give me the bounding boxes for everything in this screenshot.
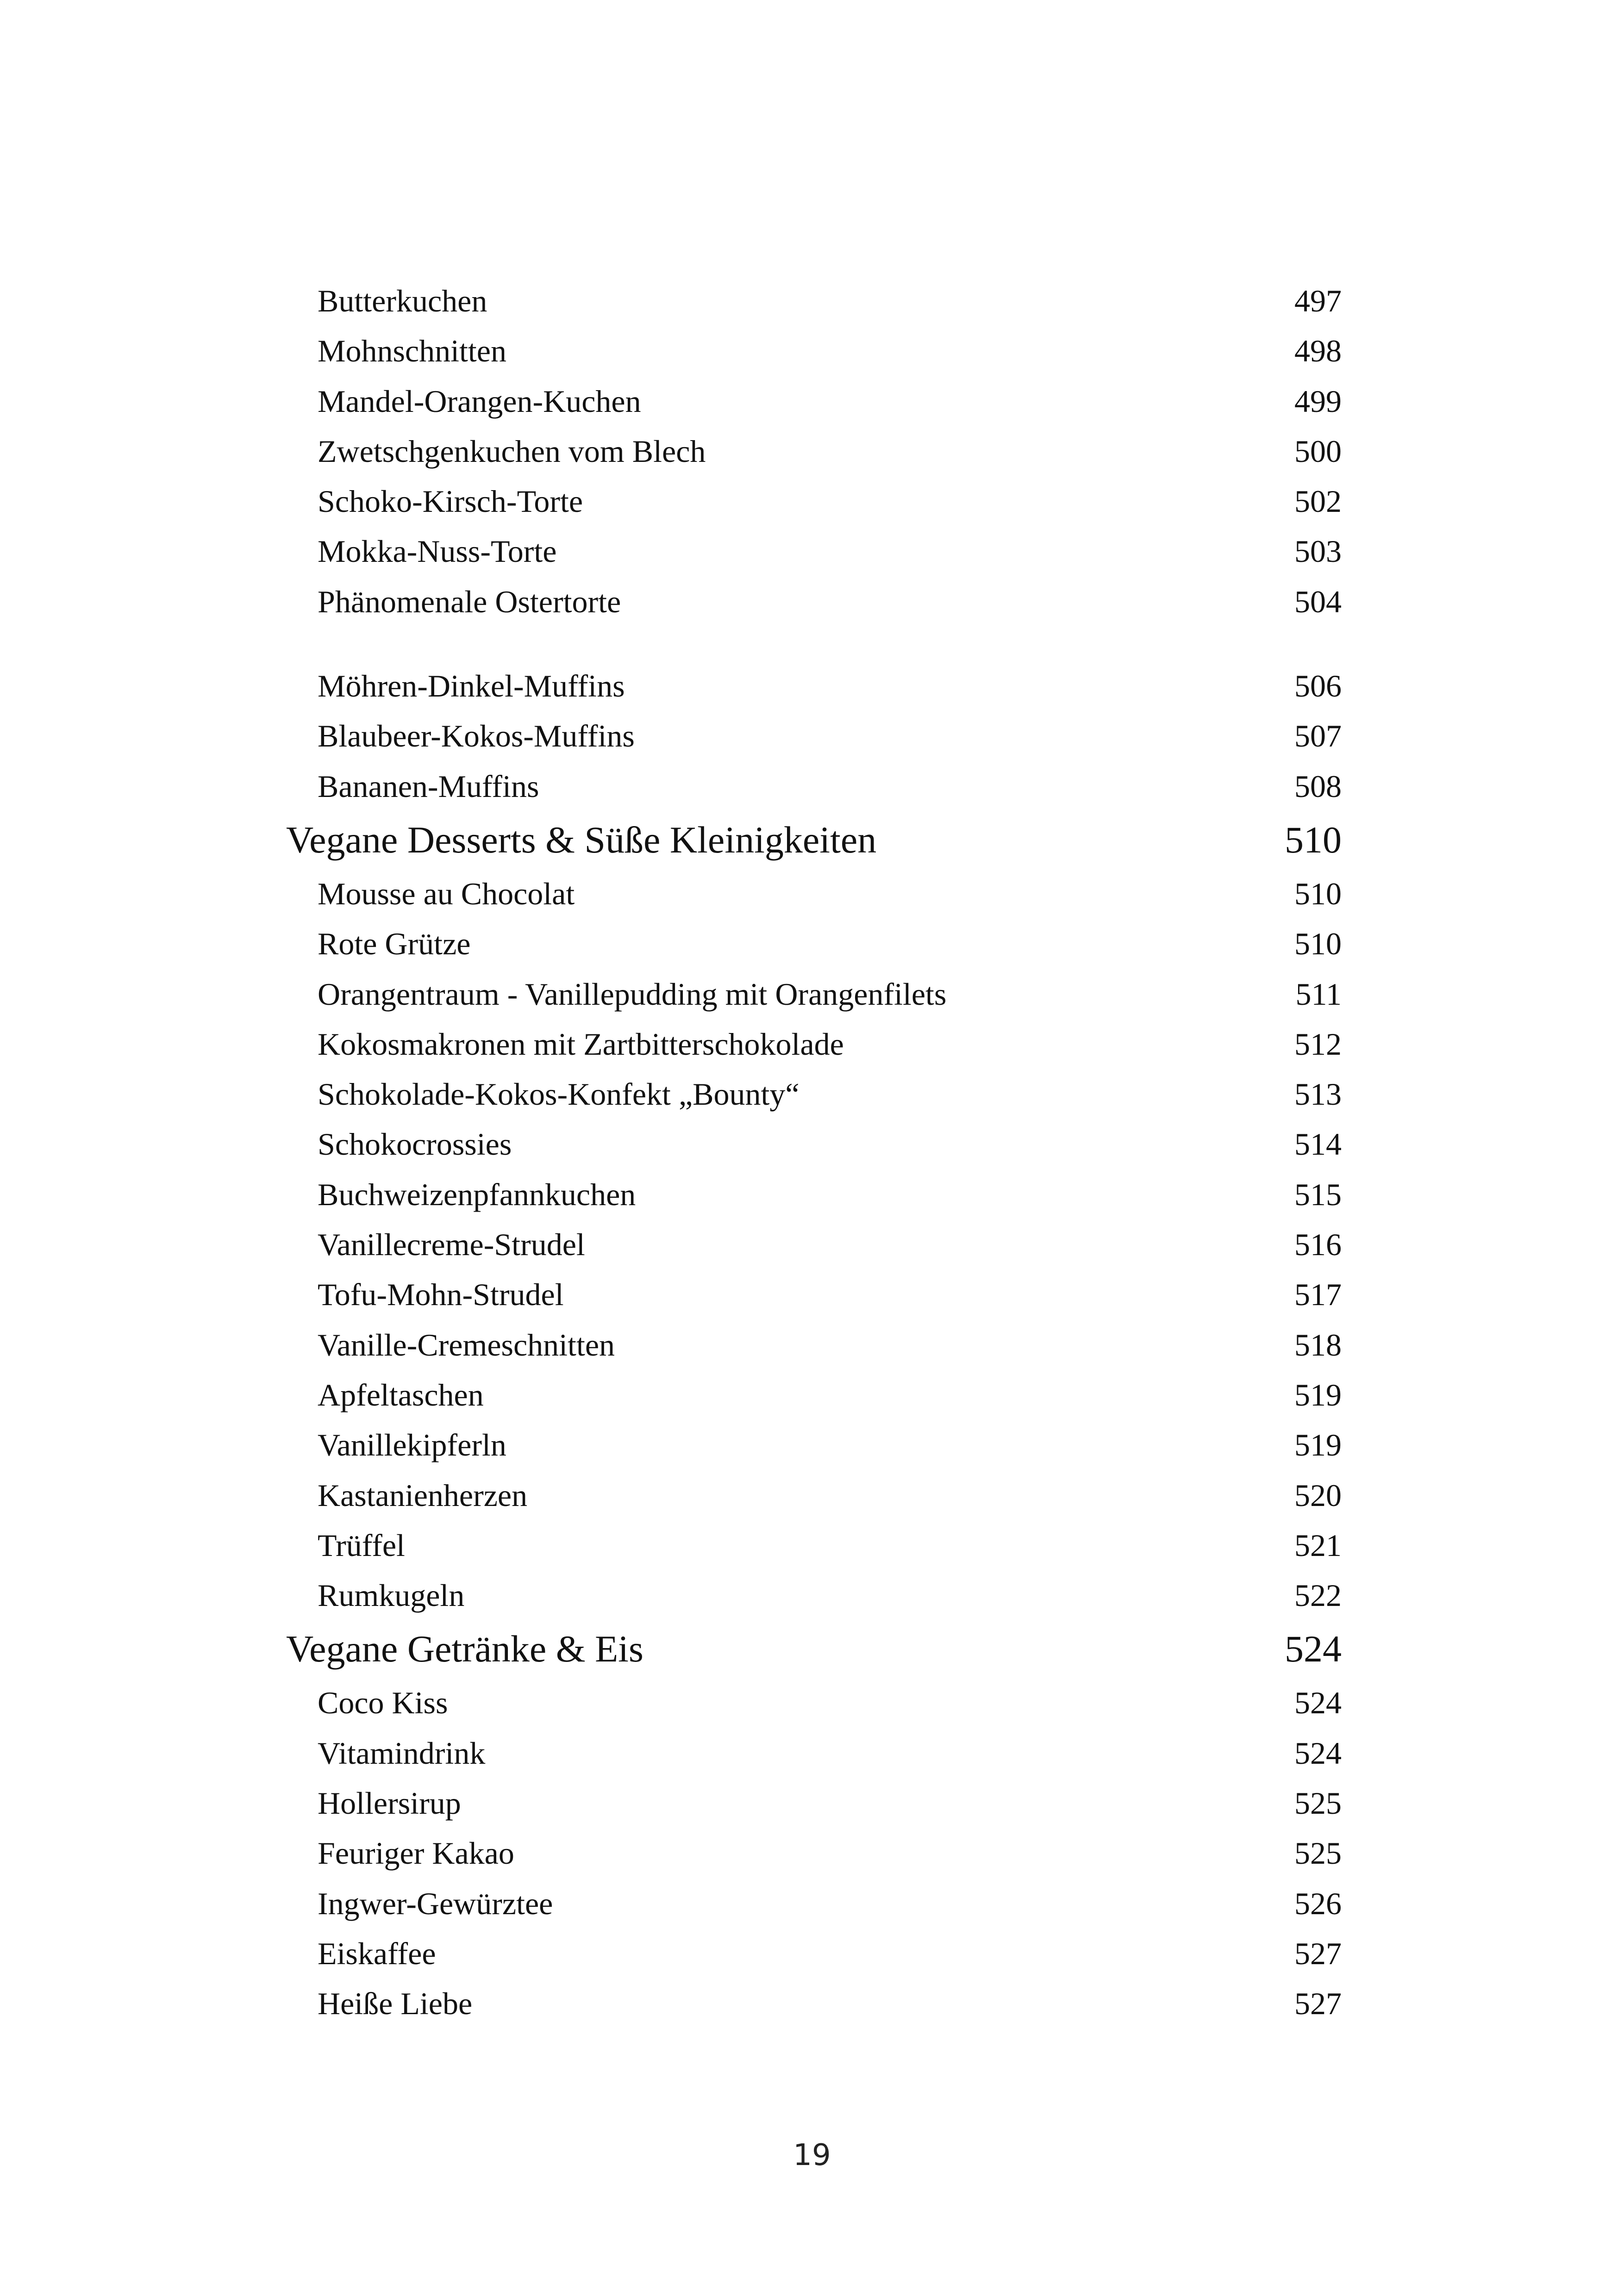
toc-entry-page: 503 [1294,534,1342,569]
toc-entry[interactable] [286,1778,1342,1828]
toc-entry-page: 502 [1294,484,1342,519]
toc-section-heading[interactable] [286,1620,1342,1678]
toc-entry[interactable] [286,919,1342,969]
toc-entry-title: Apfeltaschen [318,1377,484,1412]
toc-entry-title: Tofu-Mohn-Strudel [318,1277,564,1313]
toc-section-page: 524 [1285,1628,1342,1670]
toc-entry[interactable] [286,1520,1342,1570]
toc-entry-title: Bananen-Muffins [318,768,539,804]
toc-entry[interactable] [286,1269,1342,1319]
toc-entry-page: 504 [1294,584,1342,619]
toc-entry-page: 525 [1294,1836,1342,1871]
toc-entry-page: 506 [1294,668,1342,704]
toc-entry-title: Mokka-Nuss-Torte [318,534,557,569]
toc-entry-page: 514 [1294,1126,1342,1162]
toc-entry[interactable] [286,1879,1342,1929]
toc-entry-page: 518 [1294,1327,1342,1363]
toc-entry[interactable] [286,711,1342,761]
toc-entry-page: 500 [1294,433,1342,469]
toc-entry[interactable] [286,1320,1342,1370]
toc-entry[interactable] [286,1220,1342,1269]
toc-entry-page: 498 [1294,333,1342,369]
toc-entry[interactable] [286,276,1342,326]
toc-entry-title: Orangentraum - Vanillepudding mit Orangenfilets [318,976,947,1012]
toc-entry-title: Zwetschgenkuchen vom Blech [318,433,706,469]
toc-entry-page: 508 [1294,768,1342,804]
toc-entry-title: Eiskaffee [318,1935,436,1971]
toc-entry[interactable] [286,1828,1342,1878]
toc-entry-title: Vitamindrink [318,1735,486,1771]
toc-entry[interactable] [286,1678,1342,1728]
toc-entry-page: 516 [1294,1227,1342,1263]
toc-entry[interactable] [286,376,1342,426]
group-spacer [286,627,1342,661]
toc-entry-title: Butterkuchen [318,283,487,318]
toc-entry[interactable] [286,1470,1342,1520]
toc-entry-title: Möhren-Dinkel-Muffins [318,668,625,704]
toc-entry-page: 524 [1294,1735,1342,1771]
toc-entry-page: 527 [1294,1935,1342,1971]
toc-entry-title: Rote Grütze [318,926,471,962]
toc-entry[interactable] [286,1370,1342,1420]
toc-entry-page: 519 [1294,1377,1342,1412]
toc-entry-page: 517 [1294,1277,1342,1313]
toc-entry[interactable] [286,1019,1342,1069]
toc-entry[interactable] [286,426,1342,476]
toc-entry[interactable] [286,1119,1342,1169]
toc-entry-page: 519 [1294,1427,1342,1463]
toc-entry-title: Mousse au Chocolat [318,876,575,911]
toc-entry-page: 511 [1295,976,1342,1012]
toc-entry[interactable] [286,1929,1342,1979]
toc-entry-page: 507 [1294,718,1342,754]
toc-entry[interactable] [286,476,1342,526]
toc-entry-title: Heiße Liebe [318,1986,473,2022]
toc-entry-page: 510 [1294,926,1342,962]
toc-entry-page: 525 [1294,1786,1342,1821]
toc-entry-page: 513 [1294,1076,1342,1112]
toc-entry-title: Blaubeer-Kokos-Muffins [318,718,635,754]
toc-entry-title: Mandel-Orangen-Kuchen [318,383,641,419]
toc-entry-title: Ingwer-Gewürztee [318,1885,553,1921]
toc-entry-page: 524 [1294,1685,1342,1721]
toc-entry-title: Feuriger Kakao [318,1836,514,1871]
toc-entry[interactable] [286,1728,1342,1778]
page-number: 19 [793,2138,831,2172]
toc-entry-page: 497 [1294,283,1342,318]
table-of-contents [286,276,1342,2029]
toc-entry[interactable] [286,969,1342,1019]
toc-entry-page: 526 [1294,1885,1342,1921]
toc-entry-page: 520 [1294,1477,1342,1513]
toc-entry-title: Buchweizenpfannkuchen [318,1176,636,1212]
toc-entry-page: 522 [1294,1578,1342,1613]
toc-entry[interactable] [286,761,1342,811]
toc-entry[interactable] [286,1069,1342,1119]
toc-entry-title: Rumkugeln [318,1578,465,1613]
toc-entry-title: Schokolade-Kokos-Konfekt „Bounty“ [318,1076,800,1112]
toc-entry[interactable] [286,1170,1342,1220]
toc-entry-title: Vanillecreme-Strudel [318,1227,585,1263]
toc-entry-page: 510 [1294,876,1342,911]
toc-section-heading[interactable] [286,811,1342,869]
toc-entry-title: Schokocrossies [318,1126,512,1162]
toc-entry[interactable] [286,661,1342,711]
toc-entry[interactable] [286,577,1342,627]
toc-entry-page: 512 [1294,1026,1342,1062]
toc-entry[interactable] [286,526,1342,576]
toc-entry-title: Kastanienherzen [318,1477,528,1513]
toc-entry[interactable] [286,1979,1342,2028]
toc-section-title: Vegane Desserts & Süße Kleinigkeiten [286,818,877,861]
toc-entry-title: Trüffel [318,1527,405,1563]
toc-entry-title: Phänomenale Ostertorte [318,584,621,619]
toc-entry-page: 499 [1294,383,1342,419]
toc-entry-title: Hollersirup [318,1786,461,1821]
toc-entry-title: Vanille-Cremeschnitten [318,1327,615,1363]
toc-entry-page: 527 [1294,1986,1342,2022]
toc-entry-page: 521 [1294,1527,1342,1563]
toc-entry[interactable] [286,1420,1342,1470]
toc-entry-title: Schoko-Kirsch-Torte [318,484,583,519]
toc-entry-title: Mohnschnitten [318,333,506,369]
toc-entry-title: Kokosmakronen mit Zartbitterschokolade [318,1026,844,1062]
toc-entry[interactable] [286,1570,1342,1620]
toc-section-page: 510 [1285,818,1342,861]
toc-entry-page: 515 [1294,1176,1342,1212]
toc-entry[interactable] [286,326,1342,376]
toc-entry-title: Coco Kiss [318,1685,448,1721]
toc-entry[interactable] [286,869,1342,919]
toc-entry-title: Vanillekipferln [318,1427,506,1463]
toc-section-title: Vegane Getränke & Eis [286,1628,643,1670]
